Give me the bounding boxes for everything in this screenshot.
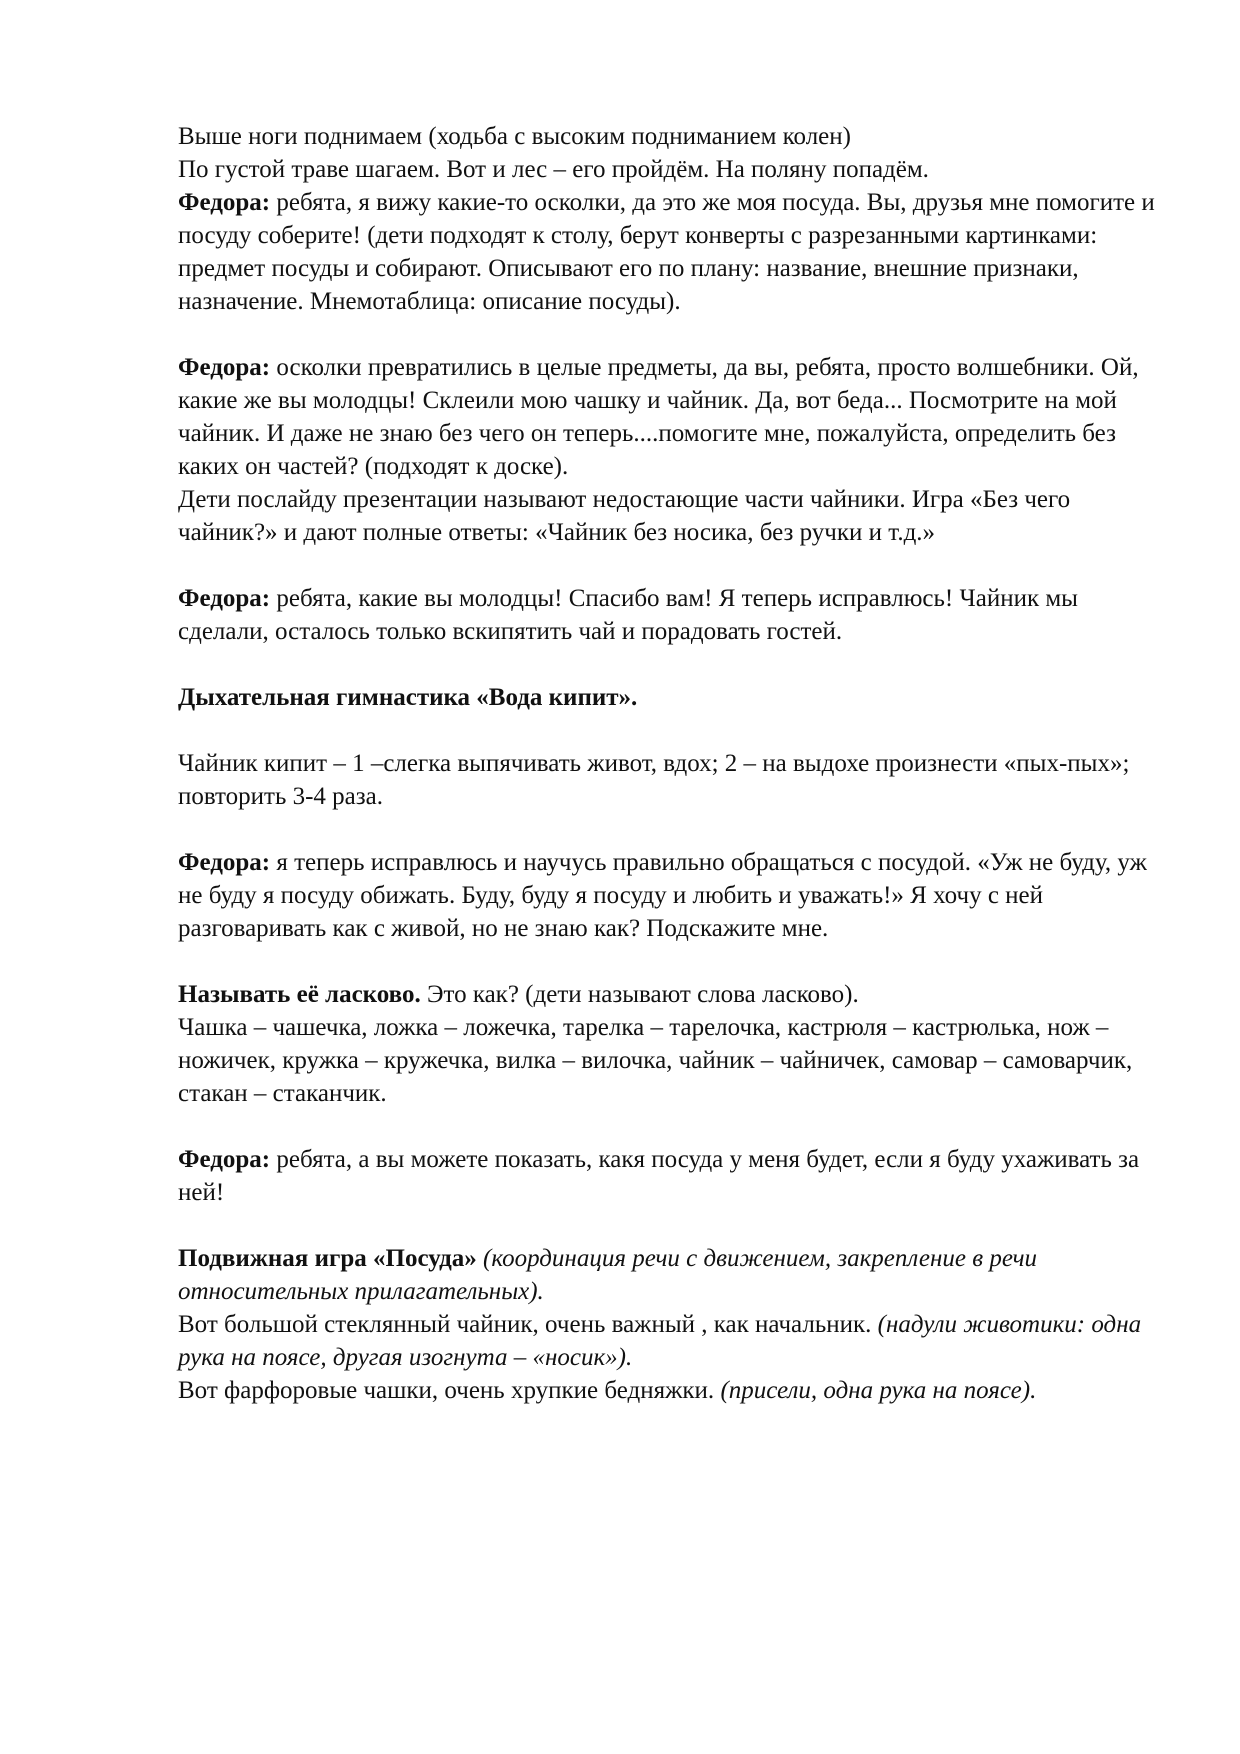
spacer [178, 1110, 1158, 1143]
paragraph-text: Дети послайду презентации называют недостающие части чайники. Игра «Без чего чайник?» и дают полные ответы: «Чайник без носика, без ручки и т.д.» [178, 486, 1071, 546]
paragraph-text: Это как? (дети называют слова ласково). [420, 981, 859, 1008]
spacer [178, 714, 1158, 747]
paragraph-walk-line2 [178, 153, 1158, 186]
italic-note: (координация речи с движением, закрепление в речи относительных прилагательных). [178, 1245, 1038, 1305]
paragraph-fedora-improve [178, 846, 1158, 945]
text: Выше ноги поднимаем (ходьба с высоким подниманием колен) [178, 123, 851, 150]
paragraph-fedora-wizards [178, 351, 1158, 483]
italic-note: (присели, одна рука на поясе). [720, 1377, 1037, 1404]
paragraph-text: Вот фарфоровые чашки, очень хрупкие бедняжки. [178, 1377, 721, 1404]
speaker-label: Федора: [178, 849, 271, 876]
spacer [178, 318, 1158, 351]
paragraph-call-gently [178, 978, 1158, 1011]
speaker-label: Федора: [178, 354, 271, 381]
paragraph-glass-kettle [178, 1308, 1158, 1374]
paragraph-text: Чайник кипит – 1 –слегка выпячивать живот, вдох; 2 – на выдохе произнести «пых-пых»; повторить 3-4 раза. [178, 750, 1130, 810]
paragraph-fedora-thanks [178, 582, 1158, 648]
paragraph-text: Вот большой стеклянный чайник, очень важный , как начальник. [178, 1311, 878, 1338]
spacer [178, 549, 1158, 582]
spacer [178, 945, 1158, 978]
paragraph-walk-line1 [178, 120, 1158, 153]
paragraph-children-slides [178, 483, 1158, 549]
bold-lead: Называть её ласково. [178, 981, 421, 1008]
paragraph-fedora-show [178, 1143, 1158, 1209]
italic-note: (надули животики: одна рука на поясе, другая изогнута – «носик»). [178, 1311, 1142, 1371]
paragraph-text: осколки превратились в целые предметы, да вы, ребята, просто волшебники. Ой, какие же вы молодцы! Склеили мою чашку и чайник. Да, вот беда... Посмотрите на мой чайник. И даже не знаю без чего он теперь....помогите мне, пожалуйста, определить без каких он частей? (подходят к доске). [178, 354, 1139, 480]
speaker-label: Федора: [178, 585, 271, 612]
paragraph-text: ребята, я вижу какие-то осколки, да это же моя посуда. Вы, друзья мне помогите и посуду соберите! (дети подходят к столу, берут конверты с разрезанными картинками: предмет посуды и собирают. Описывают его по плану: название, внешние признаки, назначение. Мнемотаблица: описание посуды). [178, 189, 1155, 315]
spacer [178, 813, 1158, 846]
paragraph-fedora-shards [178, 186, 1158, 318]
speaker-label: Федора: [178, 189, 271, 216]
paragraph-text: ребята, а вы можете показать, какя посуда у меня будет, если я буду ухаживать за ней! [178, 1146, 1140, 1206]
paragraph-kettle-boils [178, 747, 1158, 813]
spacer [178, 648, 1158, 681]
paragraph-text: Чашка – чашечка, ложка – ложечка, тарелка – тарелочка, кастрюля – кастрюлька, нож – ножичек, кружка – кружечка, вилка – вилочка, чайник – чайничек, самовар – самоварчик, стакан – стаканчик. [178, 1014, 1133, 1107]
text: По густой траве шагаем. Вот и лес – его пройдём. На поляну попадём. [178, 156, 929, 183]
paragraph-diminutives [178, 1011, 1158, 1110]
paragraph-active-game [178, 1242, 1158, 1308]
paragraph-text: ребята, какие вы молодцы! Спасибо вам! Я теперь исправлюсь! Чайник мы сделали, осталось только вскипятить чай и порадовать гостей. [178, 585, 1078, 645]
paragraph-text: я теперь исправлюсь и научусь правильно обращаться с посудой. «Уж не буду, уж не буду я посуду обижать. Буду, буду я посуду и любить и уважать!» Я хочу с ней разговаривать как с живой, но не знаю как? Подскажите мне. [178, 849, 1147, 942]
spacer [178, 1209, 1158, 1242]
document-body [178, 120, 1158, 1407]
speaker-label: Федора: [178, 1146, 271, 1173]
paragraph-porcelain-cups [178, 1374, 1158, 1407]
bold-lead: Подвижная игра «Посуда» [178, 1245, 477, 1272]
heading-breathing-exercise: Дыхательная гимнастика «Вода кипит». [178, 684, 638, 711]
